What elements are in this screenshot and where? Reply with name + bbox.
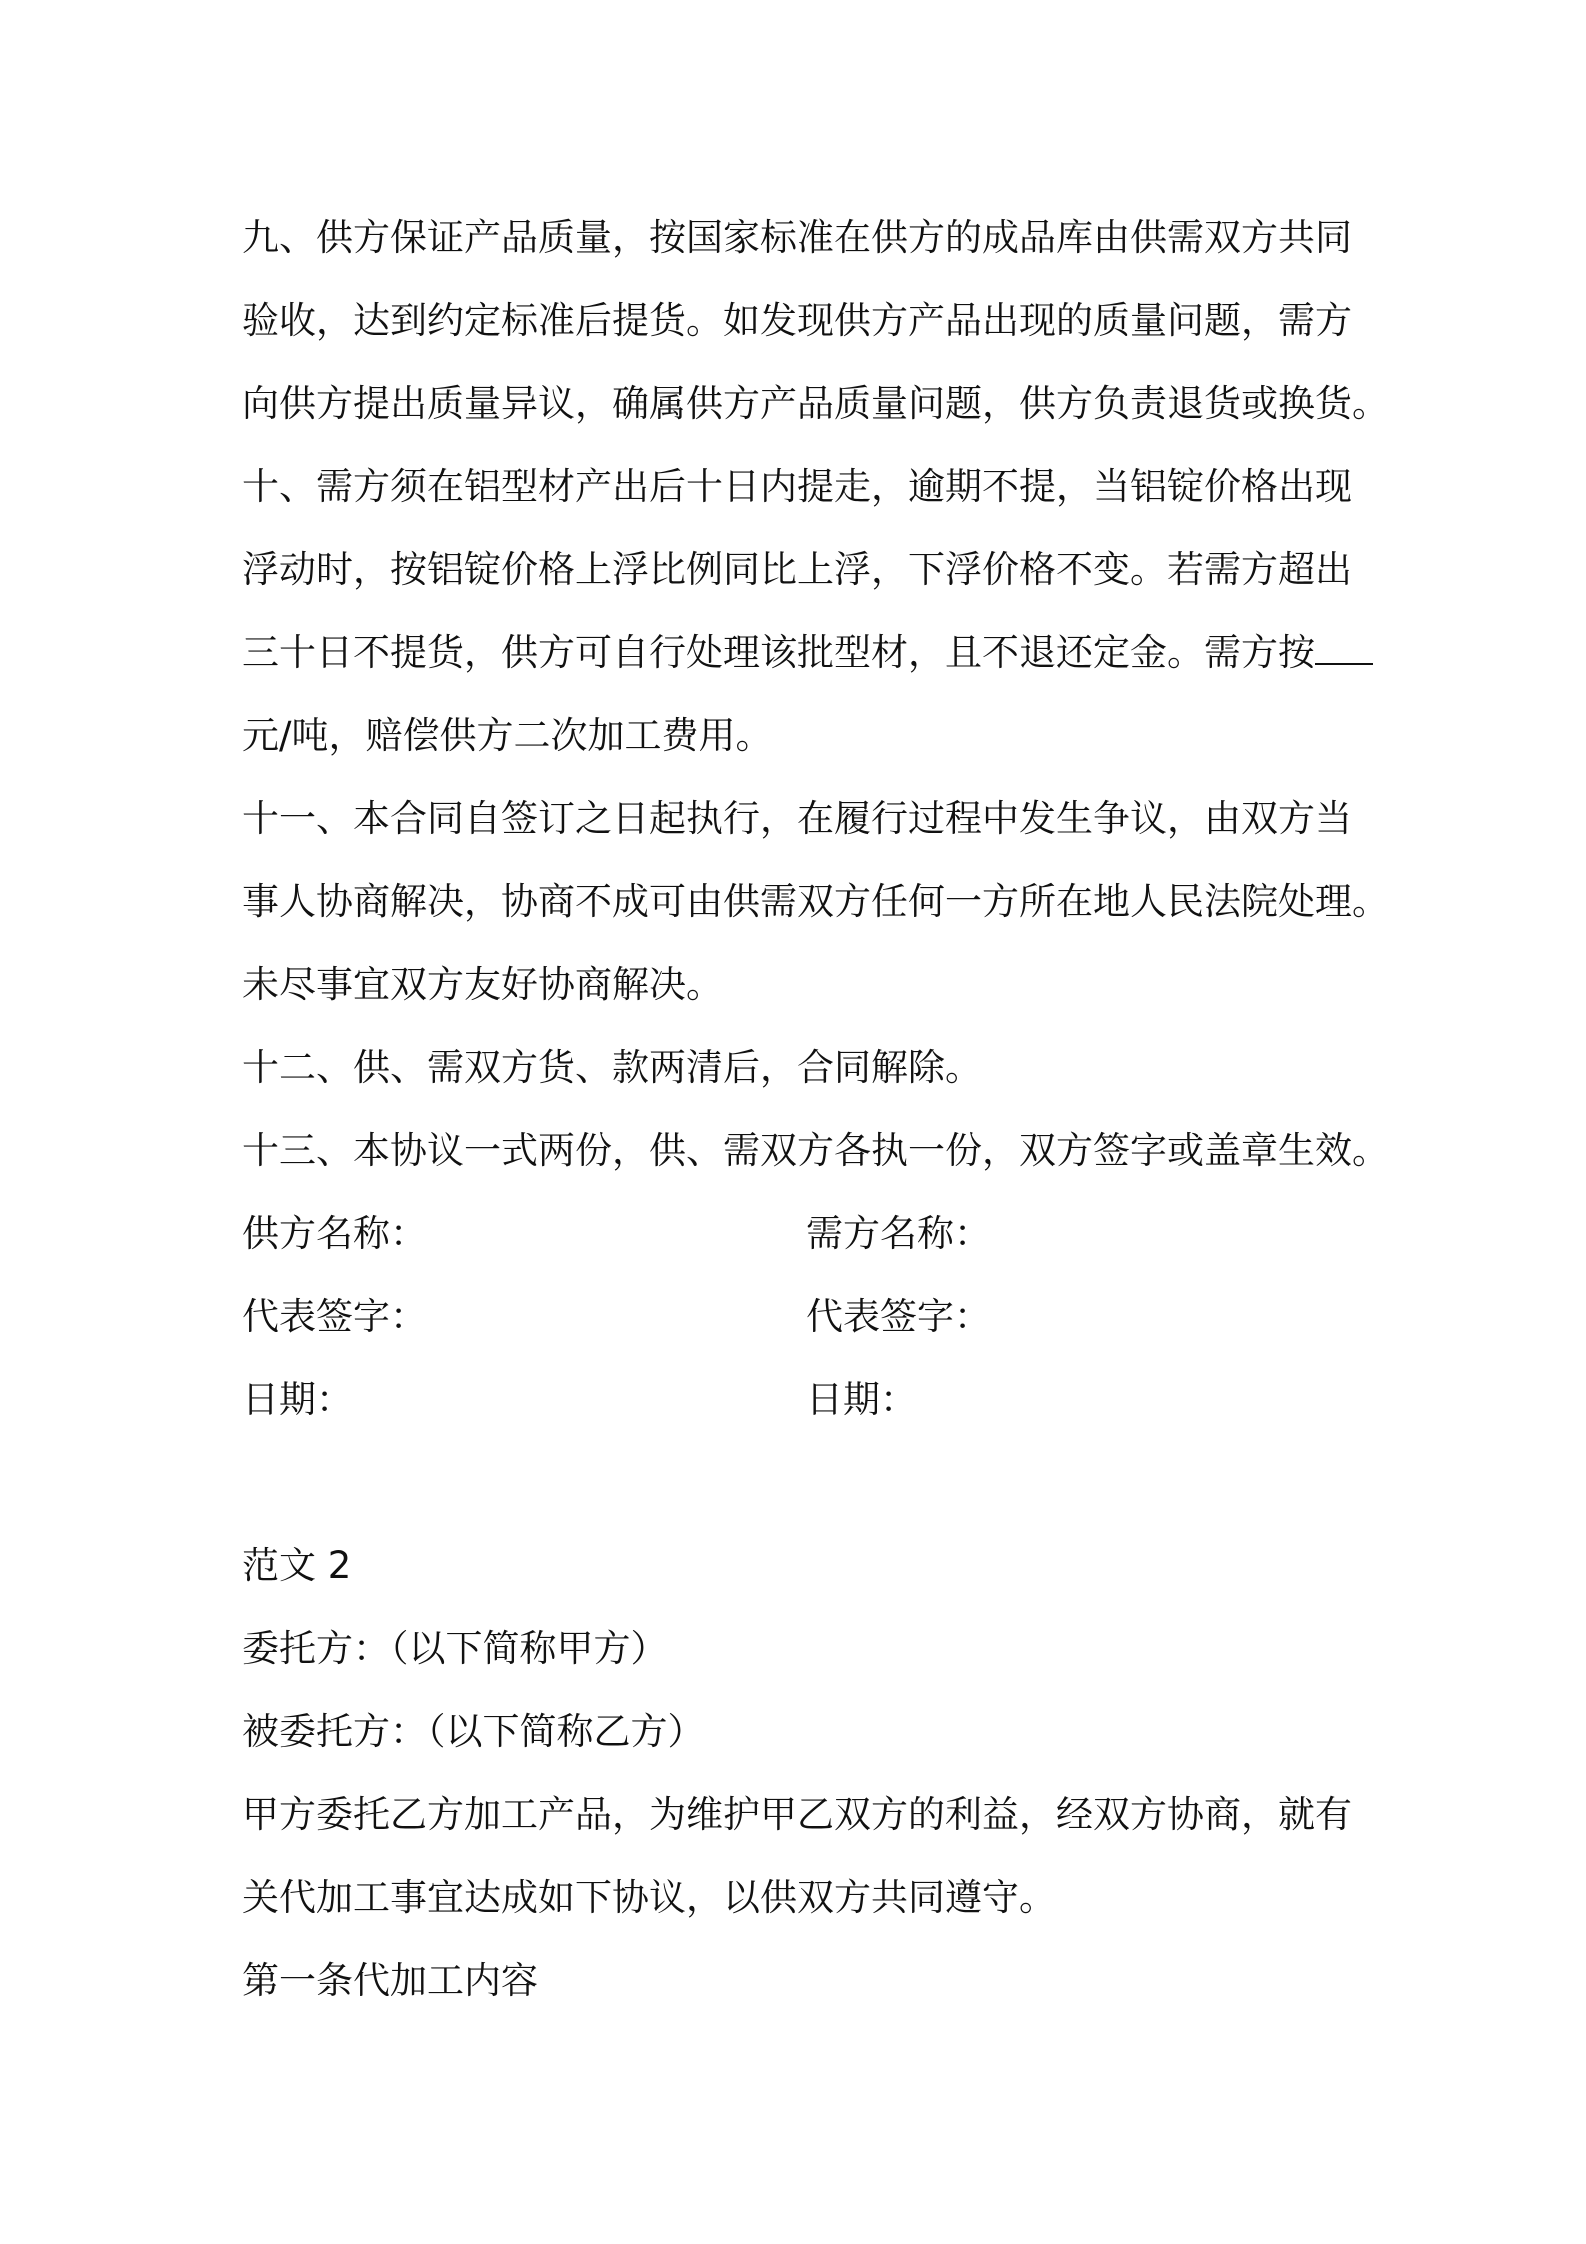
clause-10-line-3 bbox=[242, 611, 1366, 694]
signature-row-name bbox=[242, 1192, 1366, 1275]
buyer-date-label: 日期： bbox=[806, 1378, 917, 1421]
client-line: 委托方：（以下简称甲方） bbox=[242, 1627, 668, 1670]
section-spacer bbox=[242, 1441, 1366, 1524]
fill-in-blank bbox=[1315, 633, 1373, 665]
article-1-heading: 第一条代加工内容 bbox=[242, 1959, 538, 2002]
clause-11-line-3: 未尽事宜双方友好协商解决。 bbox=[242, 963, 723, 1006]
clause-13: 十三、本协议一式两份，供、需双方各执一份，双方签字或盖章生效。 bbox=[242, 1129, 1389, 1172]
clause-10-line-3-text: 三十日不提货，供方可自行处理该批型材，且不退还定金。需方按 bbox=[242, 631, 1315, 674]
supplier-name-label: 供方名称： bbox=[242, 1212, 427, 1255]
intro-line-1: 甲方委托乙方加工产品，为维护甲乙双方的利益，经双方协商，就有 bbox=[242, 1793, 1352, 1836]
buyer-rep-label: 代表签字： bbox=[806, 1295, 991, 1338]
section-2-title: 范文 2 bbox=[242, 1544, 352, 1587]
clause-12: 十二、供、需双方货、款两清后，合同解除。 bbox=[242, 1046, 982, 1089]
clause-10-line-2: 浮动时，按铝锭价格上浮比例同比上浮，下浮价格不变。若需方超出 bbox=[242, 548, 1352, 591]
clause-9-line-1: 九、供方保证产品质量，按国家标准在供方的成品库由供需双方共同 bbox=[242, 216, 1352, 259]
clause-11-line-2: 事人协商解决，协商不成可由供需双方任何一方所在地人民法院处理。 bbox=[242, 880, 1389, 923]
clause-9-line-3: 向供方提出质量异议，确属供方产品质量问题，供方负责退货或换货。 bbox=[242, 382, 1389, 425]
signature-row-rep bbox=[242, 1275, 1366, 1358]
clause-9-line-2: 验收，达到约定标准后提货。如发现供方产品出现的质量问题，需方 bbox=[242, 299, 1352, 342]
document-body bbox=[242, 196, 1389, 2022]
clause-10-line-1: 十、需方须在铝型材产出后十日内提走，逾期不提，当铝锭价格出现 bbox=[242, 465, 1352, 508]
clause-10-line-4: 元/吨，赔偿供方二次加工费用。 bbox=[242, 714, 773, 757]
intro-line-2: 关代加工事宜达成如下协议，以供双方共同遵守。 bbox=[242, 1876, 1056, 1919]
contractor-line: 被委托方：（以下简称乙方） bbox=[242, 1710, 705, 1753]
buyer-name-label: 需方名称： bbox=[806, 1212, 991, 1255]
clause-11-line-1: 十一、本合同自签订之日起执行，在履行过程中发生争议，由双方当 bbox=[242, 797, 1352, 840]
supplier-date-label: 日期： bbox=[242, 1378, 353, 1421]
signature-row-date bbox=[242, 1358, 1366, 1441]
supplier-rep-label: 代表签字： bbox=[242, 1295, 427, 1338]
